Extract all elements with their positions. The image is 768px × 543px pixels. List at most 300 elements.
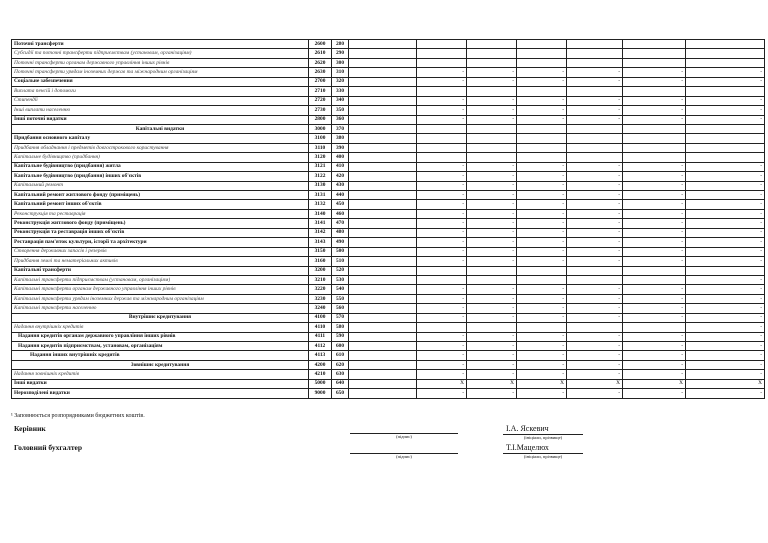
row-name: Капітальні трансферти населенню (12, 304, 309, 313)
row-value (349, 115, 417, 124)
row-value: - (623, 304, 686, 313)
table-row (12, 153, 765, 162)
row-line: 360 (332, 115, 349, 124)
row-value: - (567, 172, 623, 181)
row-value: - (517, 68, 567, 77)
row-code: 4111 (309, 332, 332, 341)
table-row (12, 209, 765, 218)
row-code: 2610 (309, 49, 332, 58)
table-row (12, 332, 765, 341)
row-value: - (567, 77, 623, 86)
table-row (12, 389, 765, 398)
row-name: Капітальний ремонт житлового фонду (приміщень) (12, 191, 309, 200)
row-value (467, 87, 517, 96)
row-value: - (623, 342, 686, 351)
row-value (349, 275, 417, 284)
row-value: - (417, 360, 467, 369)
row-value: - (417, 200, 467, 209)
table-row (12, 275, 765, 284)
row-name: Інші виплати населенню (12, 106, 309, 115)
row-value (623, 134, 686, 143)
row-value: - (467, 200, 517, 209)
row-value (349, 77, 417, 86)
row-line: 510 (332, 257, 349, 266)
row-value: X (686, 379, 765, 388)
table-row (12, 181, 765, 190)
row-value (349, 58, 417, 67)
row-value (349, 228, 417, 237)
row-value: - (567, 257, 623, 266)
row-value (349, 124, 417, 133)
table-row (12, 360, 765, 369)
row-name: Капітальний ремонт (12, 181, 309, 190)
row-value (349, 143, 417, 152)
row-line: 600 (332, 342, 349, 351)
director-label: Керівник (14, 424, 46, 433)
row-value: - (623, 370, 686, 379)
row-value (623, 266, 686, 275)
row-value: - (623, 191, 686, 200)
row-name: Поточні трансферти урядам іноземних держав та міжнародним організаціям (12, 68, 309, 77)
row-line: 580 (332, 323, 349, 332)
row-code: 3210 (309, 275, 332, 284)
row-value (349, 370, 417, 379)
row-line: 540 (332, 285, 349, 294)
row-name: Соціальне забезпечення (12, 77, 309, 86)
table-row (12, 266, 765, 275)
row-value: - (467, 332, 517, 341)
row-value: - (686, 294, 765, 303)
row-value (686, 58, 765, 67)
row-name: Капітальні трансферти урядам іноземних держав та міжнародним організаціям (12, 294, 309, 303)
row-value: - (623, 209, 686, 218)
row-value: - (686, 172, 765, 181)
row-value: - (517, 389, 567, 398)
row-value (417, 153, 467, 162)
director-name: І.А. Яскевич (506, 424, 549, 433)
row-code: 3132 (309, 200, 332, 209)
row-line: 370 (332, 124, 349, 133)
row-value: X (467, 379, 517, 388)
row-line: 320 (332, 77, 349, 86)
row-line: 620 (332, 360, 349, 369)
footnote: ¹ Заповнюється розпорядниками бюджетних коштів. (11, 413, 145, 419)
row-value (567, 58, 623, 67)
row-value: - (417, 115, 467, 124)
row-value: - (623, 360, 686, 369)
row-value: - (417, 294, 467, 303)
row-name: Субсидії та поточні трансферти підприємствам (установам, організаціям) (12, 49, 309, 58)
row-line: 280 (332, 40, 349, 49)
row-value: - (686, 219, 765, 228)
row-line: 490 (332, 238, 349, 247)
row-value: - (417, 68, 467, 77)
row-value (467, 49, 517, 58)
row-value: - (623, 238, 686, 247)
row-code: 3122 (309, 172, 332, 181)
row-value (417, 124, 467, 133)
row-value: - (623, 228, 686, 237)
row-value (349, 294, 417, 303)
row-value (349, 191, 417, 200)
table-row (12, 238, 765, 247)
row-value: - (567, 115, 623, 124)
row-value: - (417, 228, 467, 237)
row-name: Надання зовнішніх кредитів (12, 370, 309, 379)
row-code: 3120 (309, 153, 332, 162)
row-line: 480 (332, 228, 349, 237)
row-name: Придбання землі та нематеріальних активів (12, 257, 309, 266)
row-value (417, 134, 467, 143)
row-line: 340 (332, 96, 349, 105)
row-line: 350 (332, 106, 349, 115)
row-value: - (467, 228, 517, 237)
row-value (349, 172, 417, 181)
row-value: - (467, 294, 517, 303)
row-value: - (567, 389, 623, 398)
table-row (12, 228, 765, 237)
table-row (12, 124, 765, 133)
row-code: 4113 (309, 351, 332, 360)
row-value (567, 266, 623, 275)
row-line: 400 (332, 153, 349, 162)
row-value: - (686, 238, 765, 247)
row-name: Надання кредитів підприємствам, установам, організаціям (12, 342, 309, 351)
row-value: - (567, 68, 623, 77)
table-row (12, 219, 765, 228)
row-value: - (567, 304, 623, 313)
row-value: - (467, 238, 517, 247)
row-code: 3000 (309, 124, 332, 133)
row-value: - (417, 247, 467, 256)
row-value (349, 266, 417, 275)
row-value: - (467, 351, 517, 360)
row-code: 2600 (309, 40, 332, 49)
director-name-caption: (ініціали, прізвище) (523, 435, 563, 440)
row-value: - (517, 332, 567, 341)
row-value (623, 49, 686, 58)
row-value (417, 143, 467, 152)
row-value: - (623, 172, 686, 181)
row-value: - (417, 106, 467, 115)
row-value: - (686, 342, 765, 351)
row-name: Надання внутрішніх кредитів (12, 323, 309, 332)
row-name: Нерозподілені видатки (12, 389, 309, 398)
row-value (349, 379, 417, 388)
row-value (517, 275, 567, 284)
row-value: - (417, 209, 467, 218)
row-value (517, 266, 567, 275)
row-value (417, 275, 467, 284)
row-name: Внутрішнє кредитування (12, 313, 309, 322)
row-value (349, 285, 417, 294)
row-value: - (517, 162, 567, 171)
row-value: - (467, 342, 517, 351)
director-sign-caption: (підпис) (396, 434, 412, 439)
row-value (467, 58, 517, 67)
row-value (567, 87, 623, 96)
row-name: Зовнішнє кредитування (12, 360, 309, 369)
row-value: - (517, 209, 567, 218)
row-value: - (623, 200, 686, 209)
row-value: - (567, 181, 623, 190)
row-value: - (417, 172, 467, 181)
row-code: 2710 (309, 87, 332, 96)
row-code: 3200 (309, 266, 332, 275)
row-code: 4110 (309, 323, 332, 332)
table-row (12, 49, 765, 58)
row-value: - (517, 360, 567, 369)
row-value: - (467, 247, 517, 256)
row-line: 630 (332, 370, 349, 379)
table-row (12, 257, 765, 266)
row-value (349, 360, 417, 369)
row-value: - (686, 351, 765, 360)
accountant-name: Т.І.Мацелюх (506, 443, 549, 452)
row-value: - (517, 342, 567, 351)
row-code: 3121 (309, 162, 332, 171)
row-value (517, 49, 567, 58)
row-name: Капітальне будівництво (придбання) інших об'єктів (12, 172, 309, 181)
row-value: - (517, 219, 567, 228)
row-value: - (417, 219, 467, 228)
row-code: 2700 (309, 77, 332, 86)
table-row (12, 342, 765, 351)
row-name: Капітальний ремонт інших об'єктів (12, 200, 309, 209)
row-value: - (686, 96, 765, 105)
row-code: 3240 (309, 304, 332, 313)
row-value (567, 153, 623, 162)
row-value: - (567, 228, 623, 237)
row-value: - (417, 370, 467, 379)
row-value: X (517, 379, 567, 388)
table-row (12, 96, 765, 105)
row-value: - (467, 257, 517, 266)
row-value: - (686, 115, 765, 124)
row-value (467, 323, 517, 332)
row-value (623, 40, 686, 49)
row-value: - (517, 351, 567, 360)
row-value: - (686, 181, 765, 190)
row-name: Поточні трансферти органам державного управління інших рівнів (12, 58, 309, 67)
row-value: - (623, 389, 686, 398)
row-value: - (417, 191, 467, 200)
row-value: - (517, 115, 567, 124)
row-value (417, 266, 467, 275)
accountant-label: Головний бухгалтер (14, 443, 83, 452)
table-row (12, 40, 765, 49)
row-value (467, 40, 517, 49)
row-value (349, 106, 417, 115)
row-value: - (517, 313, 567, 322)
row-value: - (623, 257, 686, 266)
row-value: - (417, 351, 467, 360)
row-code: 3100 (309, 134, 332, 143)
row-value: - (623, 77, 686, 86)
row-value (567, 143, 623, 152)
row-value: - (686, 370, 765, 379)
row-code: 3130 (309, 181, 332, 190)
row-line: 380 (332, 134, 349, 143)
row-value: - (517, 370, 567, 379)
row-value: - (567, 200, 623, 209)
row-value: - (467, 115, 517, 124)
table-row (12, 106, 765, 115)
row-value: - (467, 162, 517, 171)
row-name: Поточні трансферти (12, 40, 309, 49)
row-value: - (517, 257, 567, 266)
row-line: 330 (332, 87, 349, 96)
row-value: - (467, 370, 517, 379)
row-line: 650 (332, 389, 349, 398)
row-value (349, 351, 417, 360)
row-value: - (417, 96, 467, 105)
row-code: 5000 (309, 379, 332, 388)
row-value (467, 134, 517, 143)
row-value: - (623, 247, 686, 256)
row-value (623, 58, 686, 67)
row-value (567, 275, 623, 284)
row-value: - (686, 106, 765, 115)
row-line: 610 (332, 351, 349, 360)
row-value: - (567, 238, 623, 247)
row-value: - (467, 68, 517, 77)
row-value: - (567, 294, 623, 303)
row-value (517, 143, 567, 152)
row-value: - (567, 96, 623, 105)
row-name: Реконструкція та реставрація (12, 209, 309, 218)
row-value: - (623, 162, 686, 171)
row-line: 420 (332, 172, 349, 181)
row-value: X (567, 379, 623, 388)
row-value: - (417, 77, 467, 86)
accountant-name-caption: (ініціали, прізвище) (523, 454, 563, 459)
row-value (623, 87, 686, 96)
table-row (12, 115, 765, 124)
row-value: - (417, 332, 467, 341)
row-value: - (567, 285, 623, 294)
row-value: - (517, 96, 567, 105)
row-line: 410 (332, 162, 349, 171)
table-row (12, 285, 765, 294)
row-value: - (623, 96, 686, 105)
row-value (417, 40, 467, 49)
row-line: 300 (332, 58, 349, 67)
row-value: - (517, 191, 567, 200)
row-code: 9000 (309, 389, 332, 398)
table-row (12, 143, 765, 152)
row-value: - (686, 285, 765, 294)
row-name: Створення державних запасів і резервів (12, 247, 309, 256)
row-code: 4200 (309, 360, 332, 369)
row-value (517, 323, 567, 332)
row-value (567, 124, 623, 133)
row-name: Придбання обладнання і предметів довгострокового користування (12, 143, 309, 152)
row-value: - (686, 191, 765, 200)
row-value (567, 40, 623, 49)
row-line: 450 (332, 200, 349, 209)
row-value (349, 219, 417, 228)
row-value: - (417, 304, 467, 313)
row-value: - (686, 77, 765, 86)
row-name: Надання кредитів органам державного управління інших рівнів (12, 332, 309, 341)
row-code: 3141 (309, 219, 332, 228)
row-name: Придбання основного капіталу (12, 134, 309, 143)
table-row (12, 370, 765, 379)
row-name: Капітальні видатки (12, 124, 309, 133)
table-row (12, 87, 765, 96)
row-value: X (417, 379, 467, 388)
row-value: - (467, 96, 517, 105)
row-value (467, 275, 517, 284)
row-value (686, 153, 765, 162)
row-value: - (686, 68, 765, 77)
row-value (623, 143, 686, 152)
row-value: - (467, 172, 517, 181)
row-code: 4210 (309, 370, 332, 379)
table-row (12, 200, 765, 209)
row-value: - (686, 247, 765, 256)
row-value: - (467, 77, 517, 86)
row-value: - (467, 181, 517, 190)
row-value: - (567, 219, 623, 228)
row-value: - (517, 77, 567, 86)
row-name: Капітальні трансферти органам державного управління інших рівнів (12, 285, 309, 294)
row-value: - (686, 257, 765, 266)
row-line: 470 (332, 219, 349, 228)
row-value: - (567, 106, 623, 115)
row-value: - (567, 351, 623, 360)
row-value (349, 304, 417, 313)
report-table (11, 39, 765, 399)
row-value (623, 124, 686, 133)
row-value (686, 124, 765, 133)
row-code: 3110 (309, 143, 332, 152)
row-value (686, 49, 765, 58)
row-value: - (517, 172, 567, 181)
row-name: Капітальне будівництво (придбання) (12, 153, 309, 162)
row-name: Інші поточні видатки (12, 115, 309, 124)
row-value: - (686, 360, 765, 369)
row-code: 2620 (309, 58, 332, 67)
row-name: Реконструкція житлового фонду (приміщень) (12, 219, 309, 228)
row-value: - (517, 294, 567, 303)
row-value (417, 58, 467, 67)
row-value: - (567, 370, 623, 379)
row-value (349, 40, 417, 49)
row-value (623, 275, 686, 284)
row-value (349, 162, 417, 171)
row-code: 3230 (309, 294, 332, 303)
row-name: Реконструкція та реставрація інших об'єктів (12, 228, 309, 237)
row-value: - (467, 191, 517, 200)
row-value (349, 49, 417, 58)
row-value (349, 200, 417, 209)
row-value (517, 58, 567, 67)
row-value (686, 134, 765, 143)
row-value: - (417, 257, 467, 266)
row-value (349, 238, 417, 247)
row-line: 520 (332, 266, 349, 275)
row-value (567, 323, 623, 332)
row-value: - (517, 238, 567, 247)
row-value (686, 266, 765, 275)
row-value (349, 342, 417, 351)
table-row (12, 134, 765, 143)
row-line: 310 (332, 68, 349, 77)
row-value: - (623, 285, 686, 294)
row-value (349, 68, 417, 77)
